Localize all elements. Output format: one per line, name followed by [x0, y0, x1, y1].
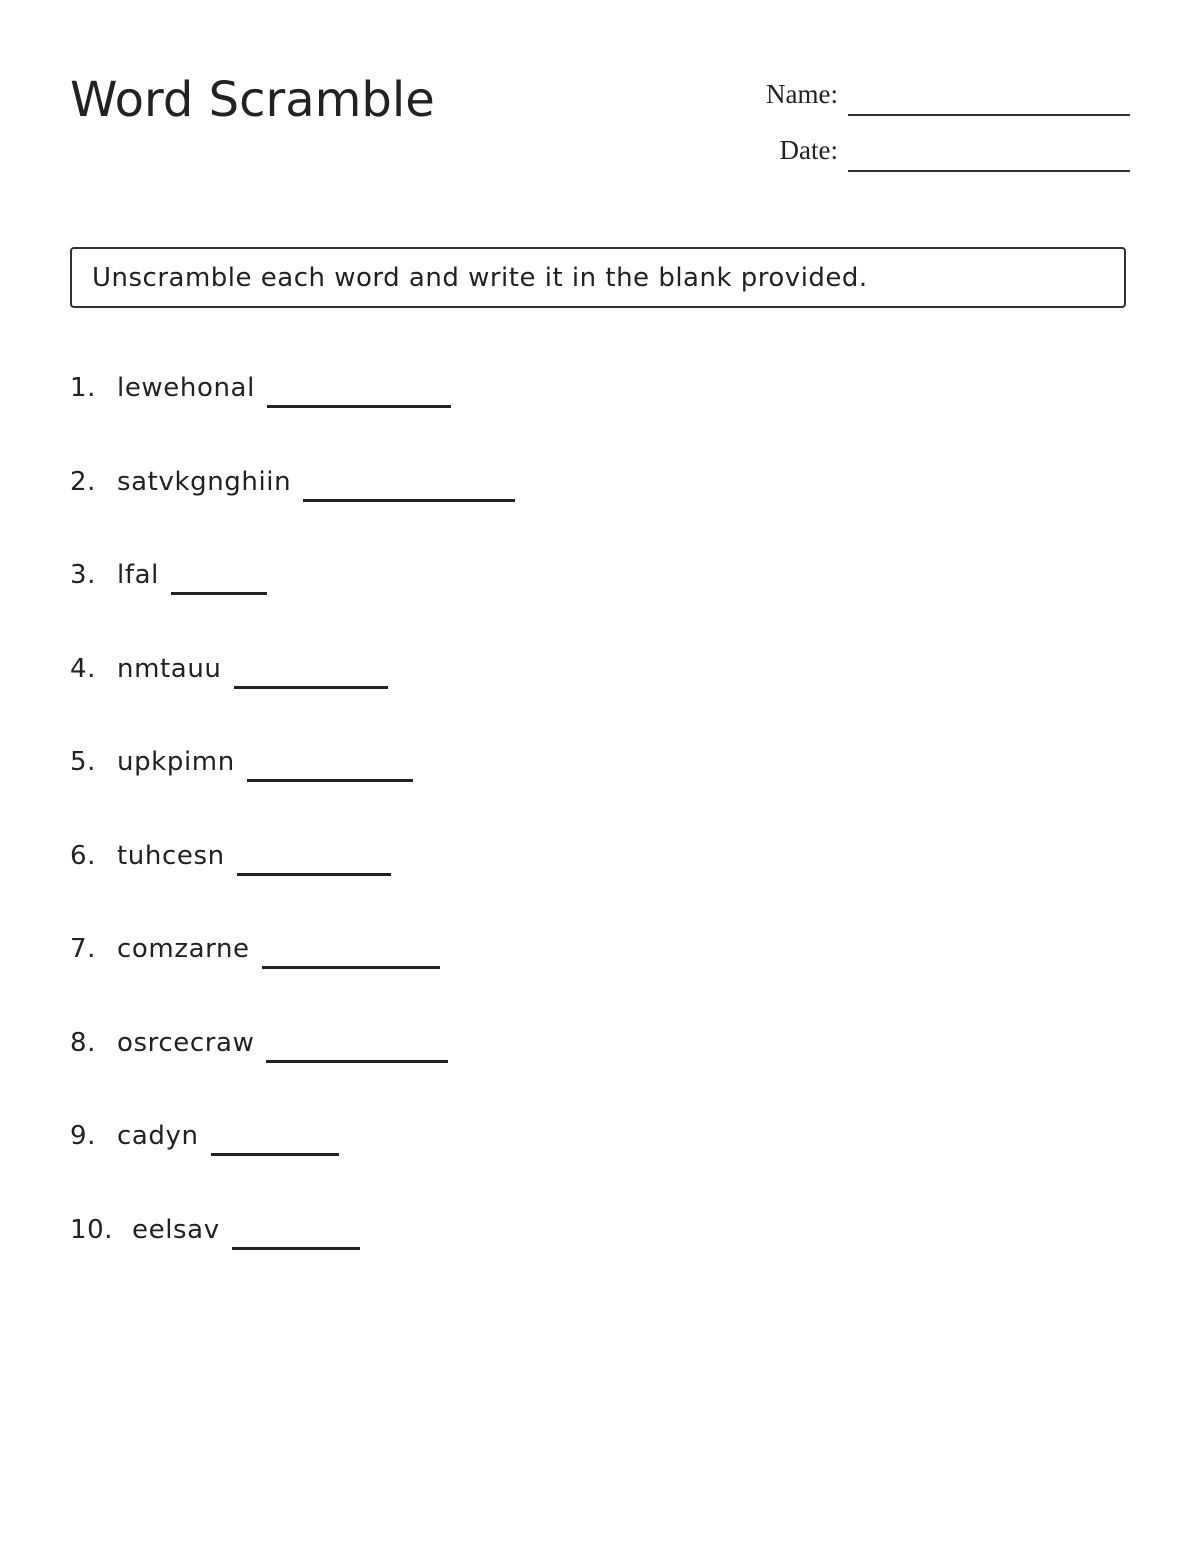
list-item	[70, 456, 515, 504]
instructions-text: Unscramble each word and write it in the blank provided.	[92, 262, 868, 293]
scrambled-word: nmtauu	[117, 653, 222, 684]
scrambled-word: osrcecraw	[117, 1027, 255, 1058]
scrambled-word: lfal	[117, 560, 159, 590]
list-item	[70, 362, 515, 410]
item-number: 9.	[70, 1121, 97, 1151]
scrambled-word: eelsav	[132, 1214, 220, 1245]
scrambled-word: satvkgnghiin	[117, 466, 292, 497]
list-item	[70, 1110, 515, 1158]
answer-blank[interactable]	[262, 966, 440, 969]
name-field[interactable]	[848, 114, 1130, 116]
scrambled-word: lewehonal	[117, 373, 255, 403]
item-number: 3.	[70, 560, 97, 590]
date-label: Date:	[779, 135, 838, 165]
list-item	[70, 736, 515, 784]
list-item	[70, 923, 515, 971]
scrambled-word: tuhcesn	[117, 840, 225, 871]
answer-blank[interactable]	[266, 1060, 448, 1063]
name-label: Name:	[766, 79, 838, 109]
item-number: 5.	[70, 747, 97, 777]
answer-blank[interactable]	[232, 1247, 360, 1250]
list-item	[70, 1017, 515, 1065]
answer-blank[interactable]	[211, 1153, 339, 1156]
answer-blank[interactable]	[234, 686, 388, 689]
student-info	[750, 76, 1130, 188]
name-row	[750, 76, 1130, 116]
page-title: Word Scramble	[70, 72, 435, 128]
item-number: 6.	[70, 840, 97, 871]
list-item	[70, 549, 515, 597]
answer-blank[interactable]	[267, 405, 451, 408]
scramble-list	[70, 362, 515, 1297]
list-item	[70, 830, 515, 878]
scrambled-word: cadyn	[117, 1121, 199, 1151]
answer-blank[interactable]	[303, 499, 515, 502]
scrambled-word: upkpimn	[117, 747, 235, 777]
item-number: 8.	[70, 1027, 97, 1058]
item-number: 4.	[70, 653, 97, 684]
list-item	[70, 1204, 515, 1252]
scrambled-word: comzarne	[117, 934, 250, 964]
instructions-box	[70, 247, 1126, 308]
item-number: 7.	[70, 934, 97, 964]
item-number: 10.	[70, 1214, 114, 1245]
list-item	[70, 643, 515, 691]
date-row	[750, 132, 1130, 172]
answer-blank[interactable]	[171, 592, 267, 595]
date-field[interactable]	[848, 170, 1130, 172]
answer-blank[interactable]	[237, 873, 391, 876]
answer-blank[interactable]	[247, 779, 413, 782]
item-number: 1.	[70, 373, 97, 403]
item-number: 2.	[70, 466, 97, 497]
